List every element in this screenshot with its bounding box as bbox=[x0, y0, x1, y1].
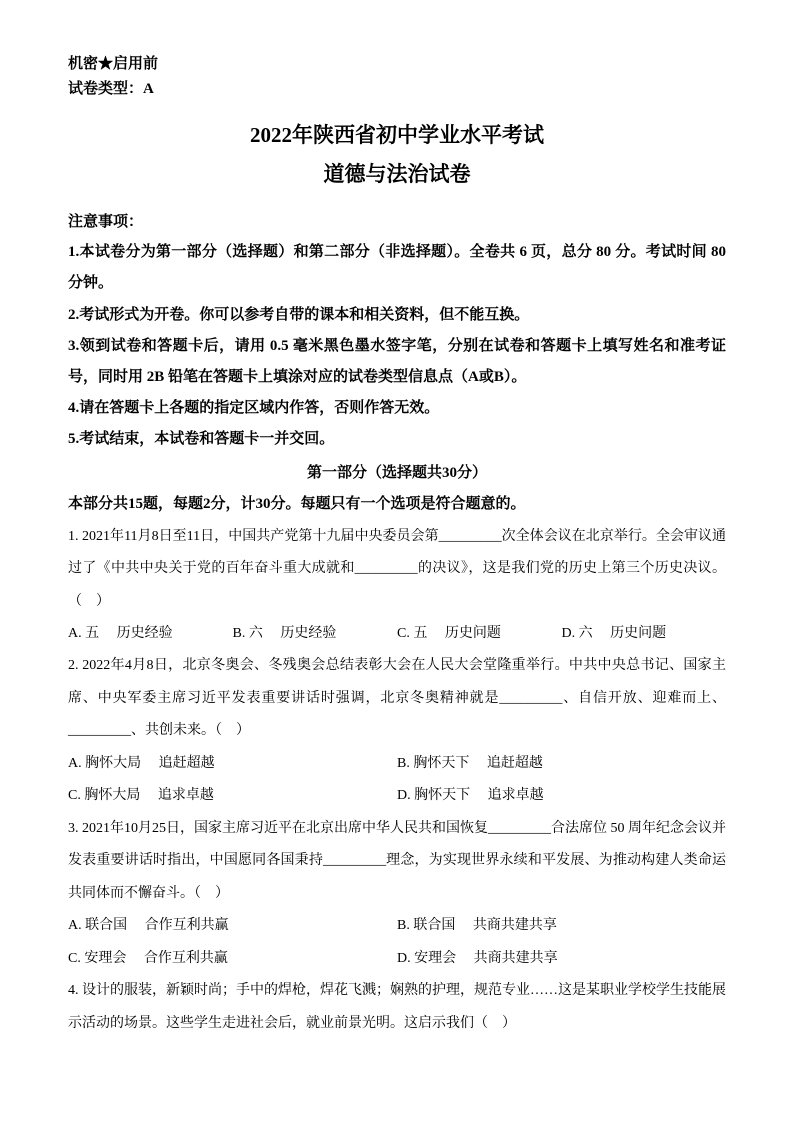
title-block bbox=[68, 116, 726, 196]
question-3-options bbox=[68, 910, 726, 975]
question-1-option-b: B. 六 历史经验 bbox=[232, 626, 337, 641]
question-2-option-a: A. 胸怀大局 追赶超越 bbox=[68, 755, 215, 771]
question-3-option-b: B. 联合国 共商共建共享 bbox=[397, 918, 557, 934]
question-3-option-d: D. 安理会 共商共建共享 bbox=[397, 950, 558, 966]
question-4-stem: 4. 设计的服装，新颖时尚；手中的焊枪，焊花飞溅；娴熟的护理，规范专业……这是某职业学校学生技能展示活动的场景。这些学生走进社会后，就业前景光明。这启示我们（ ） bbox=[68, 983, 726, 1031]
question-2-option-c: C. 胸怀大局 追求卓越 bbox=[68, 788, 214, 804]
notice-item-1: 1.本试卷分为第一部分（选择题）和第二部分（非选择题）。全卷共 6 页，总分 80 分。考试时间 80 分钟。 bbox=[68, 244, 730, 292]
notice-item-3: 3.领到试卷和答题卡后，请用 0.5 毫米黑色墨水签字笔，分别在试卷和答题卡上填写姓名和准考证号，同时用 2B 铅笔在答题卡上填涂对应的试卷类型信息点（A或B）。 bbox=[68, 337, 726, 386]
question-1 bbox=[68, 521, 726, 651]
notice-heading: 注意事项： bbox=[68, 214, 144, 231]
section-intro: 本部分共15题，每题2分，计30分。每题只有一个选项是符合题意的。 bbox=[68, 496, 526, 513]
paper-type-label: 试卷类型：A bbox=[68, 80, 154, 97]
secrecy-label: 机密★启用前 bbox=[68, 56, 159, 72]
question-3-option-c: C. 安理会 合作互利共赢 bbox=[68, 950, 228, 966]
question-1-option-d: D. 六 历史问题 bbox=[561, 626, 667, 641]
notice-item-5: 5.考试结束，本试卷和答题卡一并交回。 bbox=[68, 431, 335, 448]
question-4 bbox=[68, 975, 726, 1040]
exam-title: 2022年陕西省初中学业水平考试 bbox=[250, 122, 544, 147]
notice-item-4: 4.请在答题卡上各题的指定区域内作答，否则作答无效。 bbox=[68, 400, 440, 417]
question-2 bbox=[68, 650, 726, 812]
question-2-stem: 2. 2022年4月8日，北京冬奥会、冬残奥会总结表彰大会在人民大会堂隆重举行。中共中央总书记、国家主席、中央军委主席习近平发表重要讲话时强调，北京冬奥精神就是_________、自信开放、迎难而上、_________、共创未来。（ ） bbox=[68, 658, 726, 739]
question-1-stem: 1. 2021年11月8日至11日，中国共产党第十九届中央委员会第_________次全体会议在北京举行。全会审议通过了《中共中央关于党的百年奋斗重大成就和_________的决议》，这是我们党的历史上第三个历史决议。（ ） bbox=[68, 528, 726, 609]
question-3-option-a: A. 联合国 合作互利共赢 bbox=[68, 918, 229, 934]
question-1-option-c: C. 五 历史问题 bbox=[397, 626, 501, 641]
question-2-options bbox=[68, 748, 726, 813]
question-1-options bbox=[68, 618, 726, 650]
question-3 bbox=[68, 813, 726, 975]
question-3-stem: 3. 2021年10月25日，国家主席习近平在北京出席中华人民共和国恢复_________合法席位 50 周年纪念会议并发表重要讲话时指出，中国愿同各国秉持_________理念，为实现世界永续和平发展、为推动构建人类命运共同体而不懈奋斗。（ ） bbox=[68, 820, 726, 901]
section-heading: 第一部分（选择题共30分） bbox=[306, 464, 487, 481]
question-1-option-a: A. 五 历史经验 bbox=[68, 626, 173, 641]
subject-title: 道德与法治试卷 bbox=[323, 162, 471, 187]
question-2-option-d: D. 胸怀天下 追求卓越 bbox=[397, 788, 544, 804]
notice-item-2: 2.考试形式为开卷。你可以参考自带的课本和相关资料，但不能互换。 bbox=[68, 306, 530, 323]
question-2-option-b: B. 胸怀天下 追赶超越 bbox=[397, 755, 543, 771]
